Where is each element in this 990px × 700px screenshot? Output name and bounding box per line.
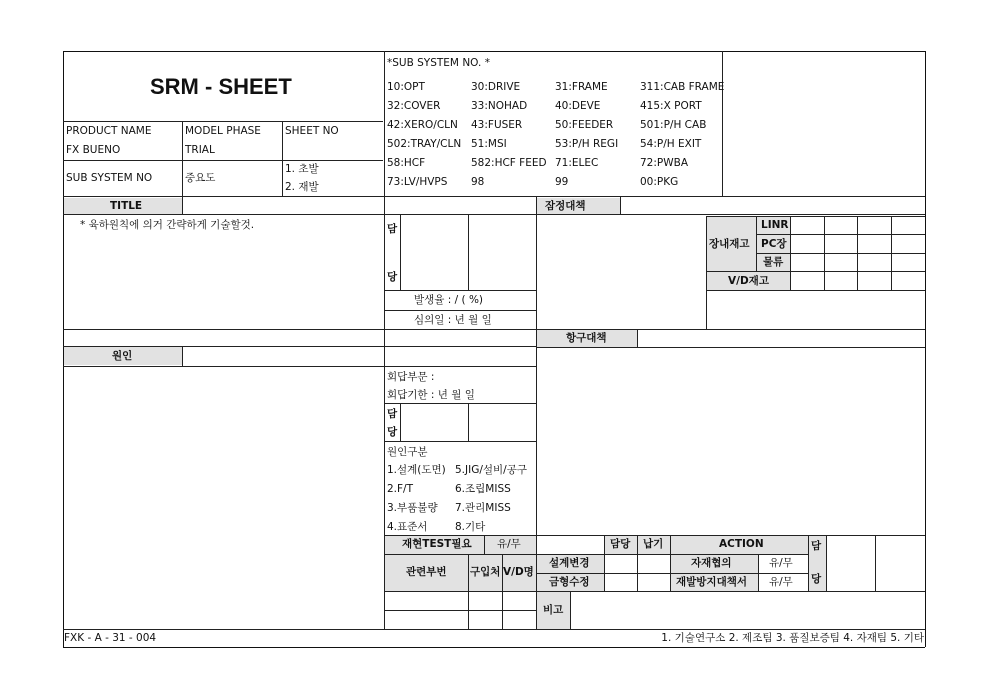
vd-stock-label: V/D재고 bbox=[728, 275, 769, 287]
subsystem-code: 31:FRAME bbox=[555, 81, 608, 93]
subsystem-code: 32:COVER bbox=[387, 100, 441, 112]
manager-char-4: 당 bbox=[387, 426, 398, 438]
manager-char-6: 당 bbox=[811, 573, 822, 585]
internal-stock-label: 장내재고 bbox=[709, 238, 750, 250]
subsystem-code: 71:ELEC bbox=[555, 157, 599, 169]
repro-test-label: 재현TEST필요 bbox=[402, 538, 472, 550]
subsystem-code: 42:XERO/CLN bbox=[387, 119, 458, 131]
reply-due: 회답기한 : 년 월 일 bbox=[387, 389, 475, 401]
manager-char-2: 당 bbox=[387, 271, 398, 283]
subsystem-code: 40:DEVE bbox=[555, 100, 601, 112]
cause-class-item: 5.JIG/설비/공구 bbox=[455, 464, 527, 476]
subsystem-code: 43:FUSER bbox=[471, 119, 523, 131]
sub-system-no-label: SUB SYSTEM NO bbox=[66, 172, 153, 184]
prevention-doc-label: 재발방지대책서 bbox=[676, 576, 748, 588]
distribution-list: 1. 기술연구소 2. 제조팀 3. 품질보증팀 4. 자재팀 5. 기타 bbox=[661, 632, 924, 644]
cause-class-item: 1.설계(도면) bbox=[387, 464, 446, 476]
subsystem-code: 502:TRAY/CLN bbox=[387, 138, 462, 150]
subsystem-code: 33:NOHAD bbox=[471, 100, 528, 112]
subsystem-code: 415:X PORT bbox=[640, 100, 702, 112]
product-name-label: PRODUCT NAME bbox=[66, 125, 152, 137]
temp-measure-label: 잠정대책 bbox=[545, 200, 586, 212]
subsystem-code: 00:PKG bbox=[640, 176, 679, 188]
prevention-doc-value: 유/무 bbox=[769, 576, 793, 588]
occurrence-repeat: 2. 재발 bbox=[285, 181, 319, 193]
purchase-label: 구입처 bbox=[470, 566, 501, 578]
cause-class-item: 8.기타 bbox=[455, 521, 486, 533]
model-phase-label: MODEL PHASE bbox=[185, 125, 261, 137]
occurrence-first: 1. 초발 bbox=[285, 163, 319, 175]
related-part-label: 관련부번 bbox=[406, 566, 447, 578]
cause-class-item: 2.F/T bbox=[387, 483, 414, 495]
subsystem-code: 98 bbox=[471, 176, 485, 188]
sheet-no-label: SHEET NO bbox=[285, 125, 339, 137]
subsystem-code: 582:HCF FEED bbox=[471, 157, 547, 169]
form-number: FXK - A - 31 - 004 bbox=[64, 632, 157, 644]
cause-label: 원인 bbox=[112, 350, 133, 362]
linr-label: LINR bbox=[761, 219, 789, 231]
reply-dept: 회답부문 : bbox=[387, 371, 435, 383]
manager-char-3: 담 bbox=[387, 408, 398, 420]
subsystem-code: 54:P/H EXIT bbox=[640, 138, 702, 150]
vd-name-label: V/D명 bbox=[503, 566, 534, 578]
action-label: ACTION bbox=[719, 538, 764, 550]
importance-label: 중요도 bbox=[185, 172, 216, 184]
cause-class-item: 7.관리MISS bbox=[455, 502, 511, 514]
manager-char-5: 담 bbox=[811, 540, 822, 552]
subsystem-code: 99 bbox=[555, 176, 569, 188]
logistics-label: 물류 bbox=[763, 256, 784, 268]
sheet-title: SRM - SHEET bbox=[150, 74, 292, 99]
cause-class-item: 4.표준서 bbox=[387, 521, 428, 533]
perm-measure-label: 항구대책 bbox=[566, 332, 607, 344]
due-date-label: 납기 bbox=[643, 538, 664, 550]
material-consult-value: 유/무 bbox=[769, 557, 793, 569]
cause-class-item: 6.조립MISS bbox=[455, 483, 511, 495]
material-consult-label: 자재협의 bbox=[691, 557, 732, 569]
subsystem-code: 72:PWBA bbox=[640, 157, 688, 169]
subsystem-code: 30:DRIVE bbox=[471, 81, 521, 93]
subsystem-code: 58:HCF bbox=[387, 157, 426, 169]
subsystem-code: 10:OPT bbox=[387, 81, 425, 93]
subsystem-code: 50:FEEDER bbox=[555, 119, 614, 131]
repro-test-value: 유/무 bbox=[497, 538, 521, 550]
pc-label: PC장 bbox=[761, 238, 787, 250]
subsystem-code: 311:CAB FRAME bbox=[640, 81, 725, 93]
product-name-value: FX BUENO bbox=[66, 144, 121, 156]
subsystem-code: 53:P/H REGI bbox=[555, 138, 619, 150]
cause-class-item: 3.부품불량 bbox=[387, 502, 438, 514]
subsystem-header: *SUB SYSTEM NO. * bbox=[387, 57, 490, 69]
design-change-label: 설계변경 bbox=[549, 557, 590, 569]
mold-fix-label: 금형수정 bbox=[549, 576, 590, 588]
person-in-charge-label: 담당 bbox=[610, 538, 631, 550]
cause-class-label: 원인구분 bbox=[387, 446, 428, 458]
model-phase-value: TRIAL bbox=[185, 144, 215, 156]
review-date: 심의일 : 년 월 일 bbox=[414, 314, 492, 326]
subsystem-code: 501:P/H CAB bbox=[640, 119, 707, 131]
occurrence-rate: 발생율 : / ( %) bbox=[414, 294, 484, 306]
subsystem-code: 51:MSI bbox=[471, 138, 507, 150]
manager-char-1: 담 bbox=[387, 223, 398, 235]
subsystem-code: 73:LV/HVPS bbox=[387, 176, 448, 188]
title-note: * 육하원칙에 의거 간략하게 기술할것. bbox=[80, 219, 255, 231]
remarks-label: 비고 bbox=[543, 604, 564, 616]
title-label: TITLE bbox=[110, 200, 143, 212]
